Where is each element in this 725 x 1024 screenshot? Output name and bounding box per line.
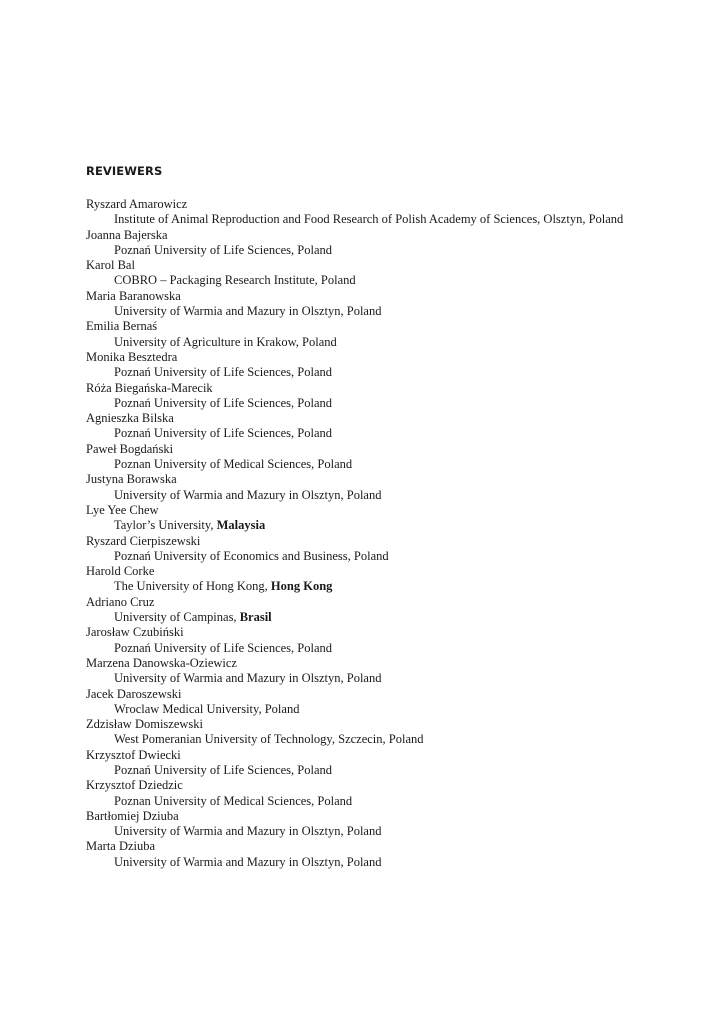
affiliation-text: Institute of Animal Reproduction and Food Research of Polish Academy of Sciences, Olsztyn, Poland (114, 212, 624, 227)
reviewer-name: Justyna Borawska (86, 472, 177, 487)
reviewer-entry (86, 289, 706, 320)
reviewer-name: Krzysztof Dwiecki (86, 747, 181, 762)
reviewer-entry (86, 381, 706, 412)
reviewer-entry (86, 656, 706, 687)
reviewer-entry (86, 197, 706, 228)
affiliation-text: Taylor’s University, (114, 518, 217, 533)
reviewer-name: Marta Dziuba (86, 839, 156, 854)
reviewer-name: Joanna Bajerska (86, 227, 168, 242)
reviewer-name: Bartłomiej Dziuba (86, 808, 179, 823)
reviewer-name: Jacek Daroszewski (86, 686, 182, 701)
reviewer-affiliation (86, 549, 706, 564)
reviewer-affiliation (86, 671, 706, 686)
reviewer-entry (86, 442, 706, 473)
reviewer-entry (86, 717, 706, 748)
reviewer-entry (86, 687, 706, 718)
reviewer-affiliation (86, 396, 706, 411)
reviewer-affiliation (86, 273, 706, 288)
reviewer-list (86, 197, 706, 870)
reviewer-entry (86, 228, 706, 259)
reviewer-affiliation (86, 610, 706, 625)
affiliation-text: Poznań University of Life Sciences, Poland (114, 426, 333, 441)
reviewer-entry (86, 319, 706, 350)
reviewer-name: Karol Bal (86, 258, 135, 273)
reviewer-affiliation (86, 488, 706, 503)
reviewer-entry (86, 472, 706, 503)
affiliation-text: University of Warmia and Mazury in Olsztyn, Poland (114, 854, 382, 869)
reviewer-name: Harold Corke (86, 564, 155, 579)
reviewer-name: Jarosław Czubiński (86, 625, 184, 640)
affiliation-text: Poznan University of Medical Sciences, Poland (114, 457, 353, 472)
reviewer-name: Monika Besztedra (86, 349, 178, 364)
reviewer-name: Maria Baranowska (86, 288, 181, 303)
reviewer-entry (86, 564, 706, 595)
reviewer-affiliation (86, 702, 706, 717)
affiliation-text: Poznan University of Medical Sciences, Poland (114, 793, 353, 808)
affiliation-text: West Pomeranian University of Technology, Szczecin, Poland (114, 732, 424, 747)
affiliation-country: Hong Kong (270, 579, 333, 594)
affiliation-text: The University of Hong Kong, (114, 579, 271, 594)
reviewer-affiliation (86, 304, 706, 319)
page-title: REVIEWERS (86, 164, 163, 178)
affiliation-text: Wroclaw Medical University, Poland (114, 701, 300, 716)
reviewer-name: Marzena Danowska-Oziewicz (86, 655, 237, 670)
affiliation-text: Poznań University of Life Sciences, Poland (114, 242, 333, 257)
reviewer-affiliation (86, 518, 706, 533)
reviewer-name: Róża Biegańska-Marecik (86, 380, 213, 395)
reviewer-name: Krzysztof Dziedzic (86, 778, 183, 793)
reviewer-affiliation (86, 641, 706, 656)
reviewer-affiliation (86, 365, 706, 380)
reviewer-entry (86, 503, 706, 534)
affiliation-country: Malaysia (216, 518, 266, 533)
reviewer-affiliation (86, 212, 706, 227)
affiliation-text: University of Warmia and Mazury in Olsztyn, Poland (114, 671, 382, 686)
reviewer-name: Agnieszka Bilska (86, 411, 174, 426)
reviewer-affiliation (86, 426, 706, 441)
affiliation-text: University of Agriculture in Krakow, Poland (114, 334, 337, 349)
reviewer-affiliation (86, 457, 706, 472)
reviewer-name: Adriano Cruz (86, 594, 155, 609)
affiliation-text: University of Warmia and Mazury in Olsztyn, Poland (114, 824, 382, 839)
affiliation-text: Poznań University of Life Sciences, Poland (114, 762, 333, 777)
reviewer-entry (86, 748, 706, 779)
reviewer-name: Paweł Bogdański (86, 441, 174, 456)
reviewer-affiliation (86, 855, 706, 870)
reviewer-name: Zdzisław Domiszewski (86, 717, 203, 732)
affiliation-text: Poznań University of Economics and Business, Poland (114, 548, 389, 563)
affiliation-text: University of Warmia and Mazury in Olsztyn, Poland (114, 304, 382, 319)
reviewer-affiliation (86, 335, 706, 350)
affiliation-country: Brasil (239, 610, 272, 625)
affiliation-text: Poznań University of Life Sciences, Poland (114, 395, 333, 410)
reviewer-affiliation (86, 579, 706, 594)
reviewer-entry (86, 778, 706, 809)
affiliation-text: Poznań University of Life Sciences, Poland (114, 365, 333, 380)
affiliation-text: University of Campinas, (114, 610, 240, 625)
reviewer-affiliation (86, 794, 706, 809)
reviewer-affiliation (86, 824, 706, 839)
reviewer-affiliation (86, 243, 706, 258)
reviewer-entry (86, 809, 706, 840)
affiliation-text: University of Warmia and Mazury in Olsztyn, Poland (114, 487, 382, 502)
reviewer-name: Emilia Bernaś (86, 319, 158, 334)
reviewer-entry (86, 625, 706, 656)
affiliation-text: Poznań University of Life Sciences, Poland (114, 640, 333, 655)
reviewer-name: Lye Yee Chew (86, 502, 159, 517)
reviewer-entry (86, 534, 706, 565)
reviewer-entry (86, 258, 706, 289)
affiliation-text: COBRO – Packaging Research Institute, Poland (114, 273, 356, 288)
reviewer-entry (86, 595, 706, 626)
reviewer-name: Ryszard Amarowicz (86, 197, 188, 211)
reviewer-entry (86, 839, 706, 870)
reviewer-entry (86, 350, 706, 381)
reviewer-entry (86, 411, 706, 442)
reviewer-affiliation (86, 763, 706, 778)
reviewer-affiliation (86, 732, 706, 747)
reviewer-name: Ryszard Cierpiszewski (86, 533, 201, 548)
